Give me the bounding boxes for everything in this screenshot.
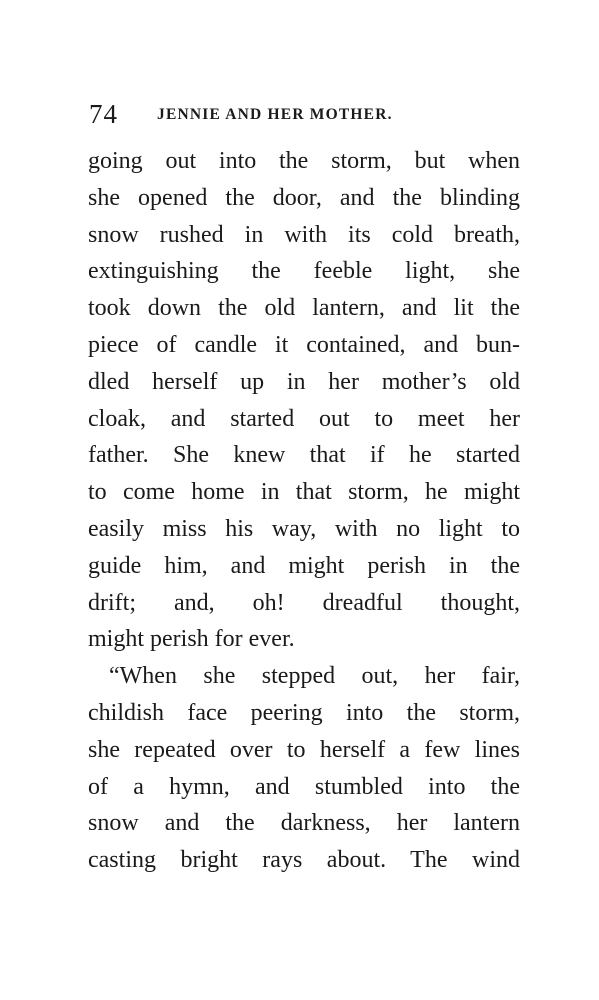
- text-line: dled herself up in her mother’s old: [88, 368, 520, 395]
- page-number: 74: [89, 99, 118, 129]
- text-line: snow rushed in with its cold breath,: [88, 221, 520, 248]
- text-line: father. She knew that if he started: [88, 442, 520, 469]
- text-line: drift; and, oh! dreadful thought,: [88, 589, 520, 616]
- running-title: JENNIE AND HER MOTHER.: [157, 106, 393, 123]
- text-line: took down the old lantern, and lit the: [88, 295, 520, 322]
- text-line: cloak, and started out to meet her: [88, 405, 520, 432]
- text-line: might perish for ever.: [88, 626, 295, 653]
- text-line: piece of candle it contained, and bun-: [88, 331, 520, 358]
- text-line: of a hymn, and stumbled into the: [88, 773, 520, 800]
- text-line: easily miss his way, with no light to: [88, 515, 520, 542]
- body-text: [88, 143, 520, 879]
- page-header: [89, 99, 529, 129]
- text-line: she repeated over to herself a few lines: [88, 736, 520, 763]
- text-line: “When she stepped out, her fair,: [109, 663, 520, 690]
- text-line: to come home in that storm, he might: [88, 479, 520, 506]
- text-line: going out into the storm, but when: [88, 148, 520, 174]
- text-line: she opened the door, and the blinding: [88, 184, 520, 211]
- text-line: casting bright rays about. The wind: [88, 847, 520, 874]
- text-line: snow and the darkness, her lantern: [88, 810, 520, 837]
- text-line: childish face peering into the storm,: [88, 699, 520, 726]
- text-line: guide him, and might perish in the: [88, 552, 520, 579]
- text-line: extinguishing the feeble light, she: [88, 258, 520, 285]
